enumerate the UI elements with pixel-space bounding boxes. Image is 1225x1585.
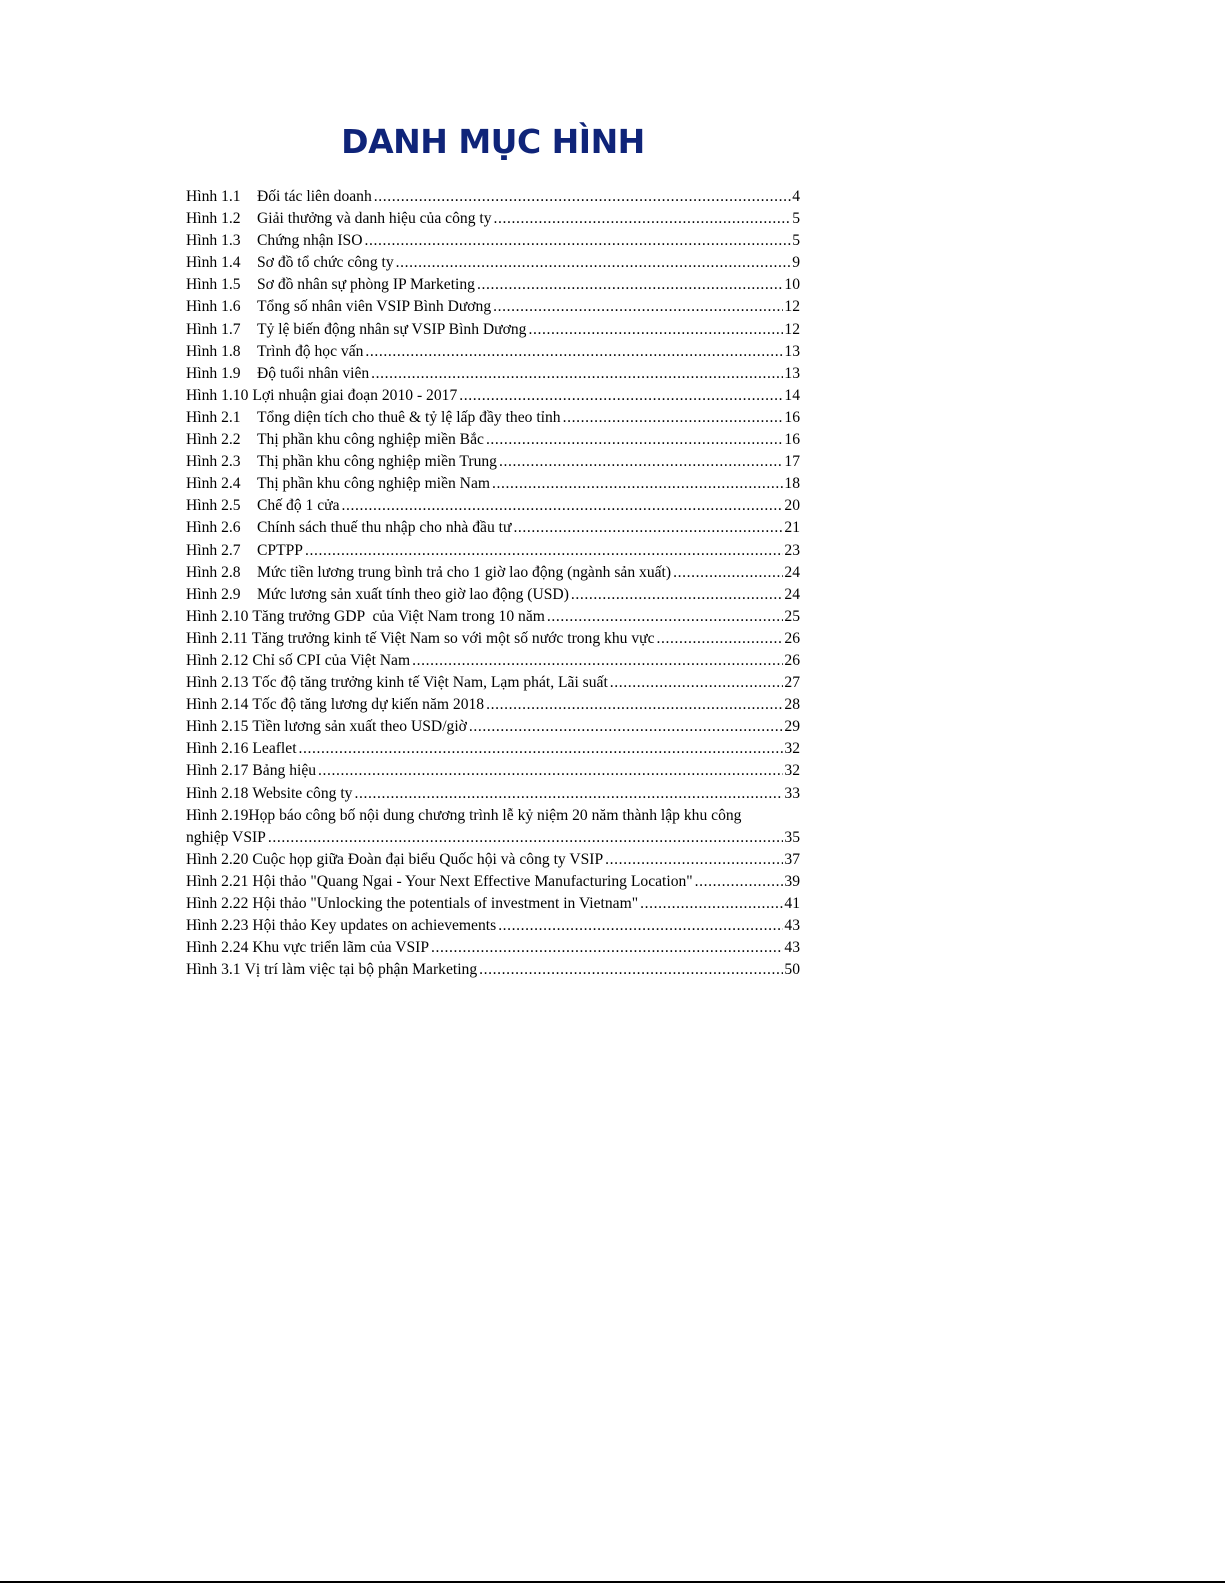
figure-entry[interactable] xyxy=(186,937,800,959)
figure-number: Hình 1.3 xyxy=(186,232,241,250)
dot-leader xyxy=(513,517,783,539)
figure-number: Hình 1.4 xyxy=(186,254,241,272)
page-number: 17 xyxy=(784,453,800,471)
page-number: 9 xyxy=(792,254,800,272)
figure-caption: Tăng trưởng kinh tế Việt Nam so với một số nước trong khu vực xyxy=(251,629,655,647)
figure-entry[interactable] xyxy=(186,186,800,208)
figure-number: Hình 1.8 xyxy=(186,342,241,360)
figure-label xyxy=(186,716,467,738)
figure-number: Hình 2.22 xyxy=(186,895,249,912)
figure-label xyxy=(186,296,491,318)
page-number: 50 xyxy=(784,961,800,979)
figure-label xyxy=(186,363,369,385)
figure-entry[interactable] xyxy=(186,451,800,473)
figure-entry[interactable] xyxy=(186,473,800,495)
figure-caption-continued: nghiệp VSIP xyxy=(186,828,266,846)
figure-entry[interactable] xyxy=(186,893,800,915)
figure-caption: Hội thảo "Unlocking the potentials of investment in Vietnam" xyxy=(252,895,639,912)
figure-caption: Thị phần khu công nghiệp miền Bắc xyxy=(257,431,484,449)
figure-caption: Chính sách thuế thu nhập cho nhà đầu tư xyxy=(257,519,512,537)
figure-caption: Hội thảo "Quang Ngai - Your Next Effective Manufacturing Location" xyxy=(252,872,693,890)
figure-caption: Mức tiền lương trung bình trả cho 1 giờ lao động (ngành sản xuất) xyxy=(257,563,672,581)
figure-caption: Tỷ lệ biến động nhân sự VSIP Bình Dương xyxy=(257,320,527,338)
figure-entry[interactable] xyxy=(186,871,800,893)
dot-leader xyxy=(640,893,783,915)
figure-caption: Đối tác liên doanh xyxy=(257,188,372,205)
figure-number: Hình 2.20 xyxy=(186,850,249,868)
figure-label xyxy=(186,495,340,517)
page-number: 13 xyxy=(784,364,800,382)
figure-label xyxy=(186,451,497,473)
figure-entry[interactable] xyxy=(186,738,800,760)
figure-caption: Sơ đồ tổ chức công ty xyxy=(257,254,394,272)
figure-entry[interactable] xyxy=(186,584,800,606)
figure-label xyxy=(186,871,693,893)
figure-caption: Tiền lương sản xuất theo USD/giờ xyxy=(252,718,467,736)
figure-number: Hình 2.18 xyxy=(186,784,249,802)
dot-leader xyxy=(563,407,784,429)
figure-number: Hình 2.14 xyxy=(186,696,249,714)
dot-leader xyxy=(610,672,784,694)
page-number: 16 xyxy=(784,431,800,449)
dot-leader xyxy=(412,650,783,672)
figure-caption: Tổng diện tích cho thuê & tỷ lệ lấp đầy theo tỉnh xyxy=(257,408,561,426)
page-number: 12 xyxy=(784,320,800,338)
figure-number: Hình 2.23 xyxy=(186,917,249,935)
page-number: 20 xyxy=(784,497,800,515)
dot-leader xyxy=(528,319,783,341)
figure-label xyxy=(186,672,608,694)
figure-label xyxy=(186,650,410,672)
figure-entry[interactable] xyxy=(186,341,800,363)
page-number: 14 xyxy=(784,386,800,404)
figure-label xyxy=(186,584,569,606)
figure-number: Hình 1.6 xyxy=(186,298,241,316)
dot-leader xyxy=(486,694,783,716)
figure-entry[interactable] xyxy=(186,915,800,937)
figure-label xyxy=(186,252,394,274)
figure-number: Hình 2.5 xyxy=(186,497,241,515)
figure-caption: Tốc độ tăng trưởng kinh tế Việt Nam, Lạm phát, Lãi suất xyxy=(252,674,608,692)
figure-caption: CPTPP xyxy=(257,541,303,559)
figure-label xyxy=(186,760,316,782)
dot-leader xyxy=(657,628,784,650)
figure-entry[interactable] xyxy=(186,849,800,871)
figure-label xyxy=(186,274,475,296)
page-number: 43 xyxy=(784,917,800,935)
page-number: 24 xyxy=(784,563,800,581)
figure-caption: Sơ đồ nhân sự phòng IP Marketing xyxy=(257,276,475,294)
figure-number: Hình 2.19 xyxy=(186,806,249,824)
figure-label xyxy=(186,540,303,562)
dot-leader xyxy=(486,429,783,451)
figure-entry[interactable] xyxy=(186,363,800,385)
page-number: 39 xyxy=(784,872,800,890)
figure-entry[interactable] xyxy=(186,694,800,716)
figure-caption: Mức lương sản xuất tính theo giờ lao động (USD) xyxy=(257,585,569,603)
figure-caption: Tổng số nhân viên VSIP Bình Dương xyxy=(257,298,492,316)
figure-entry[interactable] xyxy=(186,650,800,672)
dot-leader xyxy=(354,783,783,805)
figure-number: Hình 2.3 xyxy=(186,453,241,471)
figure-entry[interactable] xyxy=(186,805,800,849)
figure-entry[interactable] xyxy=(186,672,800,694)
figure-number: Hình 2.12 xyxy=(186,651,249,669)
figure-number: Hình 1.9 xyxy=(186,364,241,382)
figure-number: Hình 3.1 xyxy=(186,961,241,979)
figure-number: Hình 2.4 xyxy=(186,475,241,493)
figure-caption: Hội thảo Key updates on achievements xyxy=(252,917,497,935)
figure-entry[interactable] xyxy=(186,562,800,584)
figure-entry[interactable] xyxy=(186,760,800,782)
page-number: 27 xyxy=(784,674,800,692)
figure-label xyxy=(186,407,561,429)
page-number: 32 xyxy=(784,740,800,758)
figure-entry[interactable] xyxy=(186,783,800,805)
figure-entry[interactable] xyxy=(186,495,800,517)
page-number: 10 xyxy=(784,276,800,294)
figure-caption: Cuộc họp giữa Đoàn đại biểu Quốc hội và công ty VSIP xyxy=(252,850,604,868)
figure-entry[interactable] xyxy=(186,540,800,562)
dot-leader xyxy=(605,849,783,871)
figure-label xyxy=(186,606,545,628)
figure-number: Hình 2.15 xyxy=(186,718,249,736)
page-number: 35 xyxy=(784,828,800,846)
page-number: 29 xyxy=(784,718,800,736)
figure-caption: Chứng nhận ISO xyxy=(257,232,363,250)
figure-number: Hình 2.16 xyxy=(186,740,249,758)
figure-caption: Lợi nhuận giai đoạn 2010 - 2017 xyxy=(252,386,458,404)
figure-entry[interactable] xyxy=(186,319,800,341)
figure-number: Hình 1.1 xyxy=(186,188,241,205)
figure-caption: Bảng hiệu xyxy=(252,762,317,780)
dot-leader xyxy=(299,738,784,760)
figure-label xyxy=(186,517,511,539)
figure-label xyxy=(186,186,372,208)
figure-number: Hình 2.6 xyxy=(186,519,241,537)
page-bottom-rule xyxy=(0,1581,1225,1583)
page-number: 12 xyxy=(784,298,800,316)
figure-number: Hình 2.7 xyxy=(186,541,241,559)
figure-number: Hình 1.10 xyxy=(186,386,249,404)
figure-caption: Giải thưởng và danh hiệu của công ty xyxy=(257,210,492,228)
figure-number: Hình 2.21 xyxy=(186,872,249,890)
figure-caption: Chỉ số CPI của Việt Nam xyxy=(252,651,411,669)
figure-label xyxy=(186,849,603,871)
dot-leader xyxy=(469,716,784,738)
figure-label xyxy=(186,959,477,981)
figure-label xyxy=(186,341,363,363)
page-number: 5 xyxy=(792,210,800,228)
figure-caption: Họp báo công bố nội dung chương trình lễ kỷ niệm 20 năm thành lập khu công xyxy=(248,806,742,824)
page-number: 26 xyxy=(784,629,800,647)
figure-label xyxy=(186,429,484,451)
figure-number: Hình 2.13 xyxy=(186,674,249,692)
page-number: 32 xyxy=(784,762,800,780)
figure-number: Hình 1.2 xyxy=(186,210,241,228)
figure-entry[interactable] xyxy=(186,716,800,738)
dot-leader xyxy=(494,208,792,230)
figure-entry[interactable] xyxy=(186,959,800,981)
figure-entry[interactable] xyxy=(186,517,800,539)
page-number: 41 xyxy=(784,895,800,912)
dot-leader xyxy=(492,473,783,495)
figure-label xyxy=(186,893,638,915)
dot-leader xyxy=(305,540,783,562)
figure-caption: Tốc độ tăng lương dự kiến năm 2018 xyxy=(252,696,485,714)
figure-label xyxy=(186,319,526,341)
figure-number: Hình 2.11 xyxy=(186,629,248,647)
dot-leader xyxy=(268,827,784,849)
page-number: 13 xyxy=(784,342,800,360)
figure-entry[interactable] xyxy=(186,407,800,429)
figure-entry[interactable] xyxy=(186,208,800,230)
figure-caption: Website công ty xyxy=(252,784,353,802)
figure-entry[interactable] xyxy=(186,252,800,274)
figure-label xyxy=(186,628,655,650)
page-number: 37 xyxy=(784,850,800,868)
dot-leader xyxy=(493,296,783,318)
dot-leader xyxy=(342,495,784,517)
dot-leader xyxy=(571,584,784,606)
figure-caption: Vị trí làm việc tại bộ phận Marketing xyxy=(244,961,478,979)
page-number: 21 xyxy=(784,519,800,537)
dot-leader xyxy=(477,274,783,296)
dot-leader xyxy=(673,562,783,584)
figure-caption: Khu vực triển lãm của VSIP xyxy=(252,939,430,957)
figure-list xyxy=(186,186,800,981)
figure-caption: Leaflet xyxy=(252,740,297,758)
figure-label xyxy=(186,473,490,495)
figure-entry[interactable] xyxy=(186,230,800,252)
figure-caption: Độ tuổi nhân viên xyxy=(257,364,370,382)
figure-caption: Tăng trưởng GDP của Việt Nam trong 10 năm xyxy=(252,607,545,625)
page-title: DANH MỤC HÌNH xyxy=(341,122,645,161)
figure-entry[interactable] xyxy=(186,606,800,628)
figure-number: Hình 2.1 xyxy=(186,408,241,426)
figure-number: Hình 2.9 xyxy=(186,585,241,603)
figure-caption: Chế độ 1 cửa xyxy=(257,497,340,515)
page-number: 4 xyxy=(792,188,800,205)
figure-caption: Thị phần khu công nghiệp miền Trung xyxy=(257,453,497,471)
figure-entry[interactable] xyxy=(186,274,800,296)
page-number: 18 xyxy=(784,475,800,493)
page-number: 5 xyxy=(792,232,800,250)
dot-leader xyxy=(371,363,783,385)
figure-number: Hình 2.17 xyxy=(186,762,249,780)
dot-leader xyxy=(499,451,783,473)
figure-label xyxy=(186,562,671,584)
dot-leader xyxy=(547,606,784,628)
dot-leader xyxy=(695,871,784,893)
dot-leader xyxy=(374,186,791,208)
figure-number: Hình 1.7 xyxy=(186,320,241,338)
figure-label xyxy=(186,230,362,252)
page-number: 16 xyxy=(784,408,800,426)
figure-entry[interactable] xyxy=(186,429,800,451)
figure-label xyxy=(186,385,457,407)
dot-leader xyxy=(498,915,783,937)
page-number: 33 xyxy=(784,784,800,802)
page-number: 25 xyxy=(784,607,800,625)
figure-number: Hình 2.8 xyxy=(186,563,241,581)
figure-caption: Trình độ học vấn xyxy=(257,342,364,360)
dot-leader xyxy=(365,341,783,363)
dot-leader xyxy=(318,760,783,782)
figure-number: Hình 2.10 xyxy=(186,607,249,625)
page-number: 28 xyxy=(784,696,800,714)
dot-leader xyxy=(479,959,783,981)
figure-label xyxy=(186,738,297,760)
figure-number: Hình 2.2 xyxy=(186,431,241,449)
figure-entry[interactable] xyxy=(186,296,800,318)
figure-entry[interactable] xyxy=(186,628,800,650)
dot-leader xyxy=(431,937,783,959)
figure-label xyxy=(186,208,492,230)
figure-label xyxy=(186,937,429,959)
dot-leader xyxy=(396,252,792,274)
figure-label xyxy=(186,694,484,716)
figure-label xyxy=(186,915,496,937)
figure-label xyxy=(186,783,352,805)
page-number: 23 xyxy=(784,541,800,559)
figure-caption: Thị phần khu công nghiệp miền Nam xyxy=(257,475,490,493)
page-number: 43 xyxy=(784,939,800,957)
figure-entry[interactable] xyxy=(186,385,800,407)
figure-number: Hình 2.24 xyxy=(186,939,249,957)
page-number: 24 xyxy=(784,585,800,603)
figure-number: Hình 1.5 xyxy=(186,276,241,294)
dot-leader xyxy=(459,385,783,407)
dot-leader xyxy=(364,230,791,252)
page-number: 26 xyxy=(784,651,800,669)
